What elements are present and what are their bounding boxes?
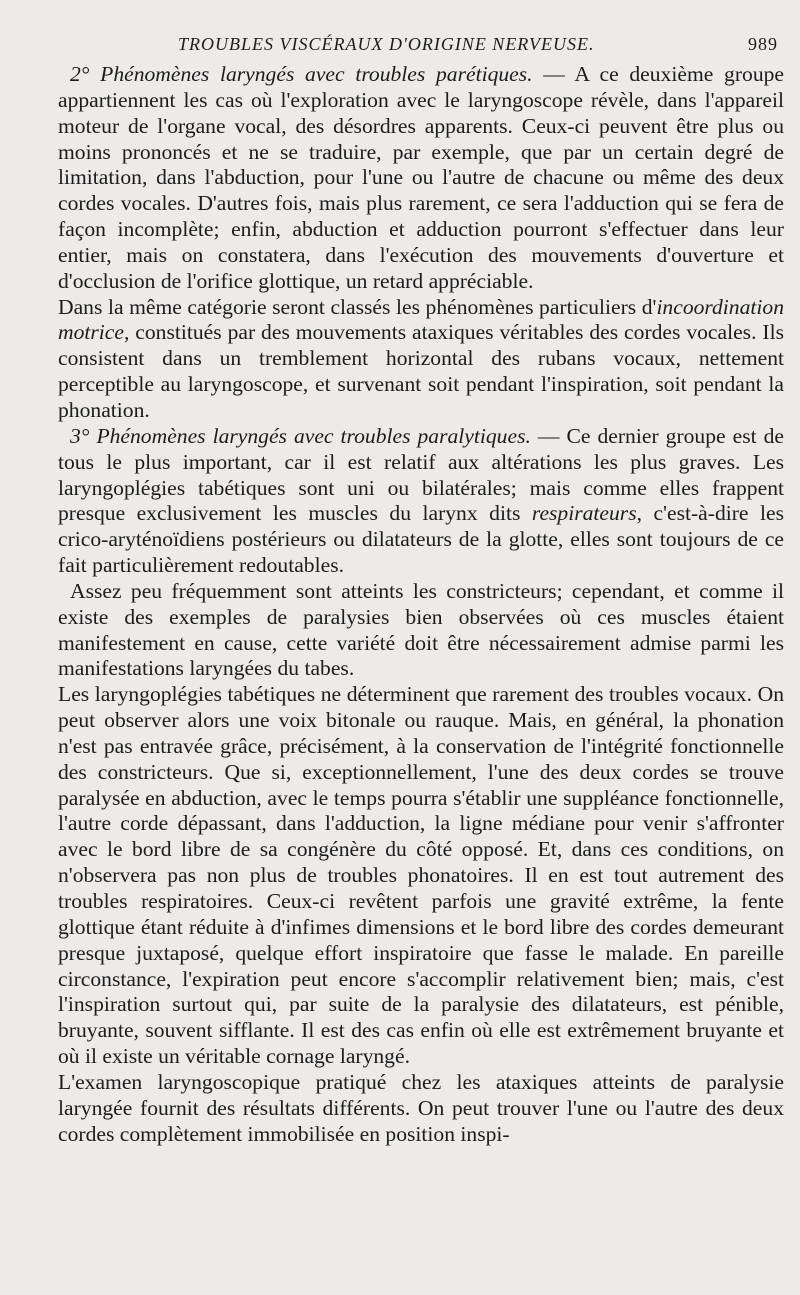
running-title: TROUBLES VISCÉRAUX D'ORIGINE NERVEUSE. (178, 34, 595, 54)
section-heading-paretic: 2° Phénomènes laryngés avec troubles parétiques. (70, 62, 533, 86)
paragraph-paretic (58, 62, 784, 295)
paragraph-incoordination (58, 295, 784, 424)
body-text (58, 62, 784, 1147)
paragraph-vocal-troubles (58, 682, 784, 1070)
emphasis-term: incoordination motrice (58, 294, 784, 345)
paragraph-text: L'examen laryngoscopique pratiqué chez les ataxiques atteints de paralysie laryngée fournit des résultats différents. On peut trouver l'une ou l'autre des deux cordes complètement immobilisée en position inspi- (58, 1069, 784, 1146)
emphasis-term: respirateurs (531, 501, 637, 526)
paragraph-laryngoscopic-exam (58, 1070, 784, 1148)
paragraph-text: — A ce deuxième groupe appartiennent les cas où l'exploration avec le laryngoscope révèle, dans l'appareil moteur de l'organe vocal, des désordres apparents. Ceux-ci peuvent être plus ou moins prononcés et ne se traduire, par exemple, que par un certain degré de limitation, dans l'abduction, pour l'une ou l'autre de chacune ou même des deux cordes vocales. D'autres fois, mais plus rarement, ce sera l'adduction qui se fera de façon incomplète; enfin, abduction et adduction pourront s'effectuer dans leur entier, mais on constatera, dans l'exécution des mouvements d'ouverture et d'occlusion de l'orifice glottique, un retard appréciable. (58, 62, 785, 293)
page-number: 989 (748, 34, 778, 54)
paragraph-text: — Ce dernier groupe est de tous le plus important, car il est relatif aux altérations les plus graves. Les laryngoplégies tabétiques sont uni ou bilatérales; mais comme elles frappent presque exclusivement les muscles du larynx dits (58, 423, 784, 526)
paragraph-constrictors (58, 579, 784, 682)
section-heading-paralytic: 3° Phénomènes laryngés avec troubles paralytiques. (70, 423, 531, 448)
paragraph-text: Assez peu fréquemment sont atteints les constricteurs; cependant, et comme il existe des exemples de paralysies bien observées où ces muscles étaient manifestement en cause, cette variété doit être nécessairement admise parmi les manifestations laryngées du tabes. (58, 578, 784, 681)
paragraph-text: Dans la même catégorie seront classés les phénomènes particuliers d' (58, 294, 657, 319)
page-header (58, 34, 784, 62)
paragraph-text: Les laryngoplégies tabétiques ne déterminent que rarement des troubles vocaux. On peut observer alors une voix bitonale ou rauque. Mais, en général, la phonation n'est pas entravée grâce, précisément, à la conservation de l'intégrité fonctionnelle des constricteurs. Que si, exceptionnellement, l'une des deux cordes se trouve paralysée en abduction, avec le temps pourra s'établir une suppléance fonctionnelle, l'autre corde dépassant, dans l'adduction, la ligne médiane pour venir s'affronter avec le bord libre de sa congénère du côté opposé. Et, dans ces conditions, on n'observera pas non plus de troubles phonatoires. Il en est tout autrement des troubles respiratoires. Ceux-ci revêtent parfois une gravité extrême, la fente glottique étant réduite à d'infimes dimensions et le bord libre des cordes demeurant presque juxtaposé, quelque effort inspiratoire que fasse le malade. En pareille circonstance, l'expiration peut encore s'accomplir relativement bien; mais, c'est l'inspiration surtout qui, par suite de la paralysie des dilatateurs, est pénible, bruyante, souvent sifflante. Il est des cas enfin où elle est extrêmement bruyante et où il existe un véritable cornage laryngé. (58, 682, 784, 1069)
paragraph-text: , c'est-à-dire les crico-aryténoïdiens postérieurs ou dilatateurs de la glotte, elles sont toujours de ce fait particulièrement redoutables. (58, 501, 784, 578)
paragraph-paralytic (58, 424, 784, 579)
paragraph-text: , constitués par des mouvements ataxiques véritables des cordes vocales. Ils consistent dans un tremblement horizontal des rubans vocaux, nettement perceptible au laryngoscope, et survenant soit pendant l'inspiration, soit pendant la phonation. (58, 320, 784, 422)
